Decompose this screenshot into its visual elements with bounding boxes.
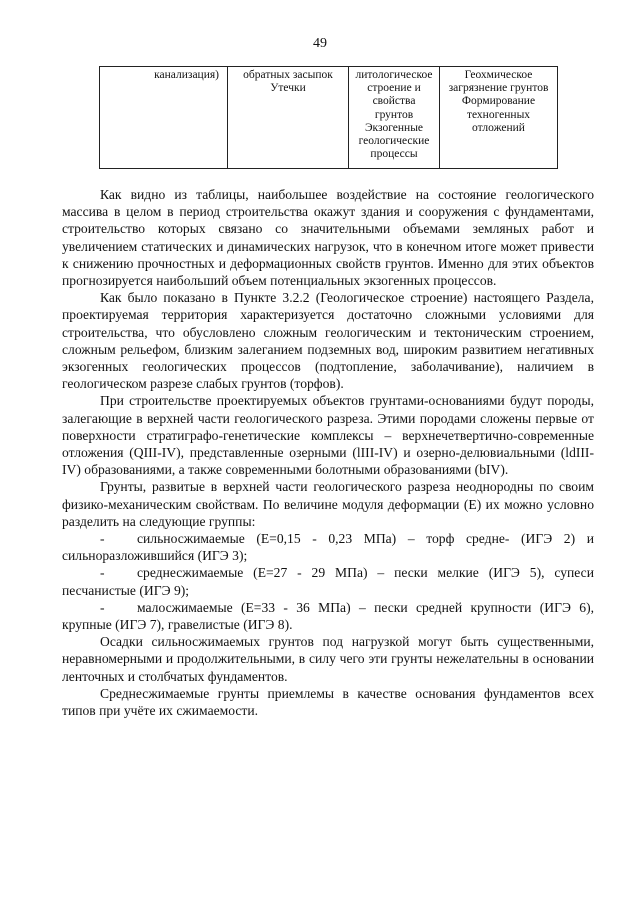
list-bullet: - xyxy=(100,565,105,581)
list-item-text: среднесжимаемые (Е=27 - 29 МПа) – пески мелкие (ИГЭ 5), супеси песчанистые (ИГЭ 9); xyxy=(62,565,594,598)
list-item xyxy=(62,530,594,564)
table-row xyxy=(100,67,558,169)
list-item xyxy=(62,564,594,598)
table-cell: литологическое строение и свойства грунтов Экзогенные геологические процессы xyxy=(349,67,440,169)
table-cell: Геохмическое загрязнение грунтов Формирование техногенных отложений xyxy=(440,67,558,169)
paragraph: Как было показано в Пункте 3.2.2 (Геологическое строение) настоящего Раздела, проектируемая территория характеризуется достаточно сложными условиями для строительства, что обусловлено сложным геологическим и тектоническим строением, сложным рельефом, близким залеганием подземных вод, широким развитием негативных экзогенных геологических процессов (подтопление, заболачивание), наличием в геологическом разрезе слабых грунтов (торфов). xyxy=(62,290,594,392)
list-bullet: - xyxy=(100,599,105,615)
paragraph: Осадки сильносжимаемых грунтов под нагрузкой могут быть существенными, неравномерными и продолжительными, в силу чего эти грунты нежелательны в основании ленточных и столбчатых фундаментов. xyxy=(62,634,594,684)
paragraph: При строительстве проектируемых объектов грунтами-основаниями будут породы, залегающие в верхней части геологического разреза. Этими породами сложены первые от поверхности стратиграфо-генетические комплексы – верхнечетвертично-современные отложения (QIII-IV), представленные озерными (lIII-IV) и озерно-делювиальными (ldIII-IV) образованиями, а также современными болотными образованиями (bIV). xyxy=(62,393,594,478)
table-cell: обратных засыпок Утечки xyxy=(228,67,349,169)
list-item-text: малосжимаемые (Е=33 - 36 МПа) – пески средней крупности (ИГЭ 6), крупные (ИГЭ 7), гравелистые (ИГЭ 8). xyxy=(62,599,594,633)
list-item xyxy=(62,599,594,633)
body-text xyxy=(62,186,594,719)
continued-table xyxy=(99,66,558,169)
table-cell: канализация) xyxy=(100,67,228,169)
paragraph: Как видно из таблицы, наибольшее воздействие на состояние геологического массива в целом в период строительства окажут здания и сооружения с фундаментами, строительство которых связано со значительными объемами земляных работ и увеличением статических и динамических нагрузок, что в конечном итоге может привести к снижению прочностных и деформационных свойств грунтов. Именно для этих объектов прогнозируется наибольший объем потенциальных экзогенных процессов. xyxy=(62,187,594,289)
paragraph: Грунты, развитые в верхней части геологического разреза неоднородны по своим физико-механическим свойствам. По величине модуля деформации (Е) их можно условно разделить на следующие группы: xyxy=(62,479,594,529)
paragraph: Среднесжимаемые грунты приемлемы в качестве основания фундаментов всех типов при учёте их сжимаемости. xyxy=(62,685,594,719)
page-number: 49 xyxy=(313,36,327,51)
list-item-text: сильносжимаемые (Е=0,15 - 0,23 МПа) – торф средне- (ИГЭ 2) и сильноразложившийся (ИГЭ 3); xyxy=(62,531,594,564)
list-bullet: - xyxy=(100,531,105,547)
